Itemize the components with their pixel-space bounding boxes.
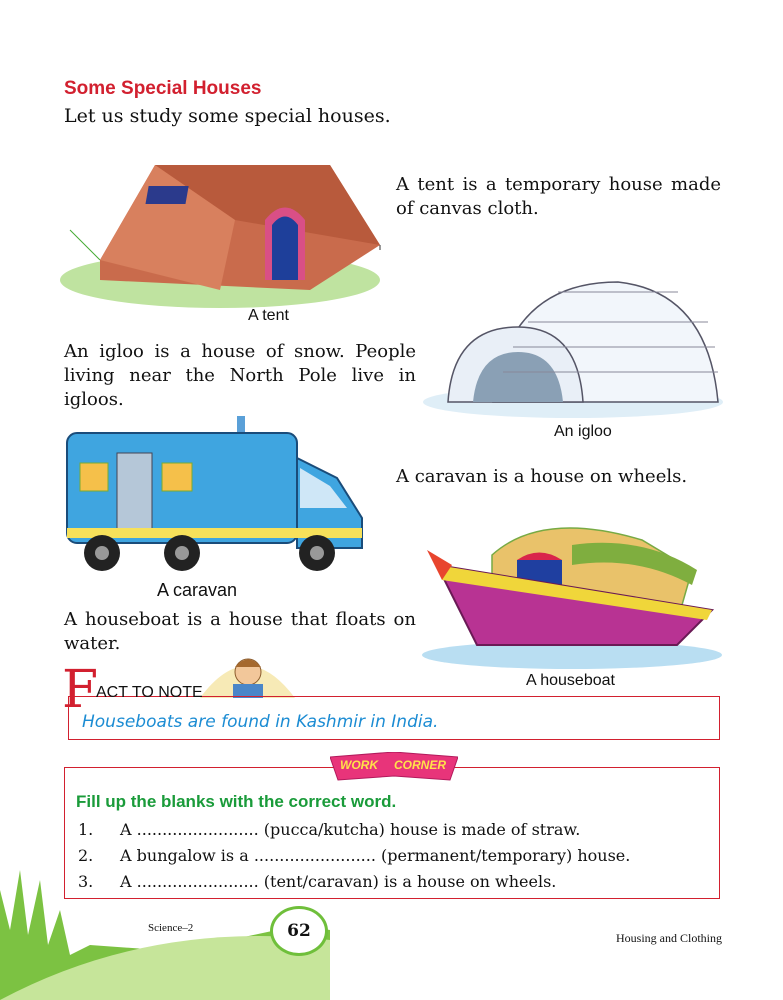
- work-corner-heading: Fill up the blanks with the correct word.: [76, 792, 397, 811]
- houseboat-illustration: [422, 515, 727, 675]
- caravan-text: A caravan is a house on wheels.: [396, 466, 688, 487]
- intro-text: Let us study some special houses.: [64, 105, 391, 127]
- igloo-caption: An igloo: [554, 423, 612, 440]
- caravan-caption: A caravan: [157, 580, 238, 600]
- work-banner-word2: CORNER: [394, 758, 447, 772]
- page-number: 62: [270, 906, 328, 956]
- question-2: 2. A bungalow is a ........................ (permanent/temporary) house.: [78, 846, 631, 865]
- fact-label: ACT TO NOTE: [96, 684, 203, 701]
- fact-text: Houseboats are found in Kashmir in India.: [82, 712, 439, 732]
- caravan-illustration: [62, 408, 367, 578]
- work-banner-word1: WORK: [340, 758, 378, 772]
- houseboat-caption: A houseboat: [526, 672, 615, 689]
- work-corner-banner: [330, 752, 458, 782]
- fact-initial-letter: F: [62, 660, 99, 720]
- question-1: 1. A ........................ (pucca/kutcha) house is made of straw.: [78, 820, 581, 839]
- question-3: 3. A ........................ (tent/caravan) is a house on wheels.: [78, 872, 557, 891]
- tent-caption: A tent: [248, 307, 289, 324]
- tent-text: A tent is a temporary house made of canvas cloth.: [396, 174, 721, 219]
- footer-chapter: Housing and Clothing: [616, 931, 723, 945]
- section-title: Some Special Houses: [64, 78, 262, 99]
- footer-book-title: Science–2: [148, 922, 194, 934]
- houseboat-text: A houseboat is a house that floats on water.: [64, 609, 416, 654]
- igloo-text: An igloo is a house of snow. People living near the North Pole live in igloos.: [64, 341, 416, 410]
- boy-thinking-illustration: [200, 642, 295, 698]
- tent-illustration: [60, 150, 390, 310]
- igloo-illustration: [418, 272, 728, 422]
